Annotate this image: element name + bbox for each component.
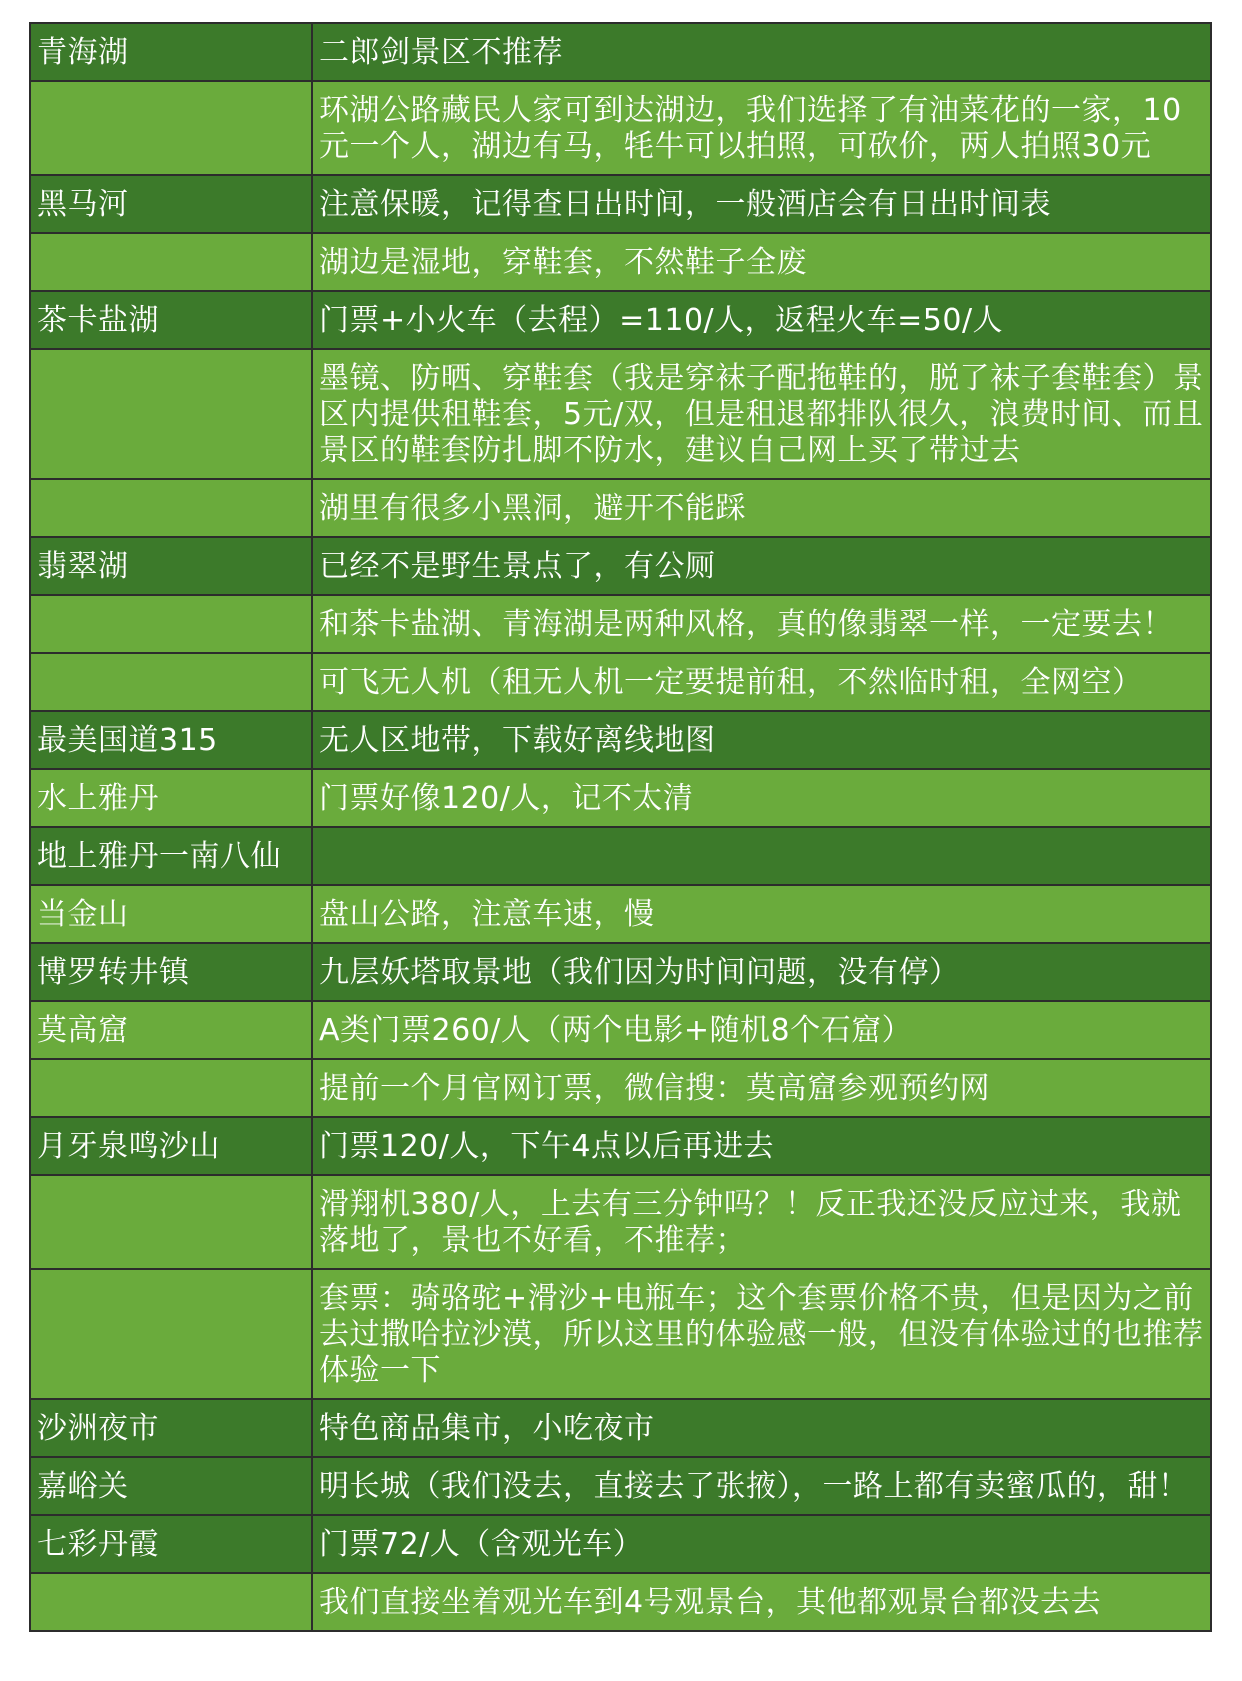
note-cell: 提前一个月官网订票，微信搜：莫高窟参观预约网 [313,1060,1212,1116]
table-row [31,1060,1212,1118]
table-row [31,292,1212,350]
note-cell: 门票120/人，下午4点以后再进去 [313,1118,1212,1174]
place-cell [31,480,313,536]
place-cell: 月牙泉鸣沙山 [31,1118,313,1174]
note-cell: 特色商品集市，小吃夜市 [313,1400,1212,1456]
place-cell: 最美国道315 [31,712,313,768]
note-cell: 门票72/人（含观光车） [313,1516,1212,1572]
note-cell: 明长城（我们没去，直接去了张掖），一路上都有卖蜜瓜的，甜！ [313,1458,1212,1514]
note-cell: 滑翔机380/人，上去有三分钟吗？！反正我还没反应过来，我就落地了，景也不好看，不推荐； [313,1176,1212,1268]
table-row [31,234,1212,292]
table-row [31,770,1212,828]
note-cell: 我们直接坐着观光车到4号观景台，其他都观景台都没去去 [313,1574,1212,1630]
note-cell: 湖里有很多小黑洞，避开不能踩 [313,480,1212,536]
table-row [31,654,1212,712]
table-row [31,1458,1212,1516]
place-cell: 黑马河 [31,176,313,232]
table-row [31,24,1212,82]
note-cell: 已经不是野生景点了，有公厕 [313,538,1212,594]
place-cell: 博罗转井镇 [31,944,313,1000]
place-cell: 翡翠湖 [31,538,313,594]
note-cell: 盘山公路，注意车速，慢 [313,886,1212,942]
place-cell [31,82,313,174]
place-cell [31,1060,313,1116]
table-row [31,1002,1212,1060]
table-row [31,712,1212,770]
note-cell [313,828,1212,884]
table-row [31,82,1212,176]
place-cell: 嘉峪关 [31,1458,313,1514]
place-cell: 莫高窟 [31,1002,313,1058]
table-row [31,1574,1212,1632]
place-cell: 水上雅丹 [31,770,313,826]
note-cell: 无人区地带，下载好离线地图 [313,712,1212,768]
note-cell: 九层妖塔取景地（我们因为时间问题，没有停） [313,944,1212,1000]
place-cell [31,596,313,652]
place-cell [31,234,313,290]
note-cell: 和茶卡盐湖、青海湖是两种风格，真的像翡翠一样，一定要去！ [313,596,1212,652]
note-cell: 可飞无人机（租无人机一定要提前租，不然临时租，全网空） [313,654,1212,710]
place-cell [31,1574,313,1630]
table-row [31,480,1212,538]
note-cell: 墨镜、防晒、穿鞋套（我是穿袜子配拖鞋的，脱了袜子套鞋套）景区内提供租鞋套，5元/双，但是租退都排队很久，浪费时间、而且景区的鞋套防扎脚不防水，建议自己网上买了带过去 [313,350,1212,478]
place-cell [31,1176,313,1268]
note-cell: 套票：骑骆驼+滑沙+电瓶车；这个套票价格不贵，但是因为之前去过撒哈拉沙漠，所以这里的体验感一般，但没有体验过的也推荐体验一下 [313,1270,1212,1398]
place-cell: 茶卡盐湖 [31,292,313,348]
table-row [31,596,1212,654]
place-cell: 沙洲夜市 [31,1400,313,1456]
table-row [31,538,1212,596]
table-row [31,944,1212,1002]
table-row [31,176,1212,234]
place-cell: 青海湖 [31,24,313,80]
note-cell: 门票+小火车（去程）=110/人，返程火车=50/人 [313,292,1212,348]
note-cell: A类门票260/人（两个电影+随机8个石窟） [313,1002,1212,1058]
place-cell: 七彩丹霞 [31,1516,313,1572]
table-row [31,1270,1212,1400]
table-row [31,1516,1212,1574]
place-cell: 当金山 [31,886,313,942]
note-cell: 门票好像120/人，记不太清 [313,770,1212,826]
travel-tips-table [29,22,1212,1632]
place-cell [31,1270,313,1398]
note-cell: 二郎剑景区不推荐 [313,24,1212,80]
place-cell [31,350,313,478]
place-cell [31,654,313,710]
table-row [31,1176,1212,1270]
place-cell: 地上雅丹一南八仙 [31,828,313,884]
table-row [31,1118,1212,1176]
table-row [31,828,1212,886]
note-cell: 湖边是湿地，穿鞋套，不然鞋子全废 [313,234,1212,290]
table-row [31,886,1212,944]
table-row [31,350,1212,480]
note-cell: 注意保暖，记得查日出时间，一般酒店会有日出时间表 [313,176,1212,232]
note-cell: 环湖公路藏民人家可到达湖边，我们选择了有油菜花的一家，10元一个人，湖边有马，牦牛可以拍照，可砍价，两人拍照30元 [313,82,1212,174]
table-row [31,1400,1212,1458]
